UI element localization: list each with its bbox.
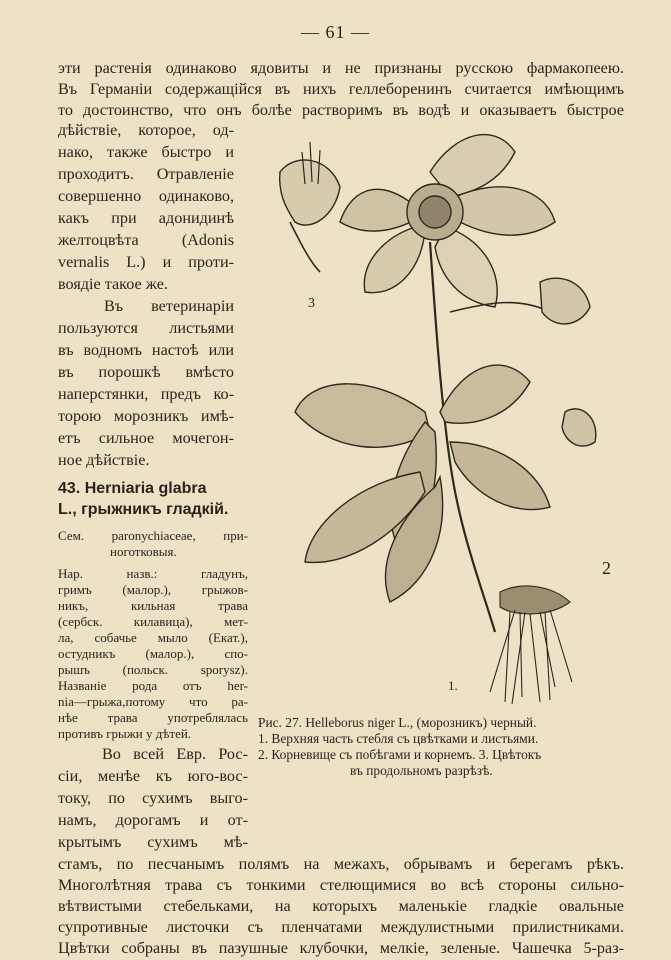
text-line: остудникъ (малор.), спо- [58,646,248,661]
text-line: Цвѣтки собраны въ пазушные клубочки, мелкіе, зеленые. Чашечка 5-раз- [58,939,624,957]
text-line: сіи, менѣе къ юго-вос- [58,767,248,785]
heading-line: 43. Herniaria glabra [58,480,207,497]
section-heading [58,478,248,520]
text-line: стамъ, по песчанымъ полямъ на межахъ, обрывамъ и берегамъ рѣкъ. [58,855,624,873]
figure-caption [258,715,628,779]
text-line: ла, собачье мыло (Екат.), [58,630,248,645]
text-line: (сербск. килавица), мет- [58,614,248,629]
text-line: проходитъ. Отравленіе [58,165,234,183]
text-line: Сем. paronychiaceae, при- [58,528,248,543]
page-number: — 61 — [301,22,370,42]
text-line: Нар. назв.: гладунъ, [58,566,248,581]
text-line: то достоинство, что онъ болѣе растворимъ въ водѣ и оказываетъ быстрое [58,101,624,119]
text-line: Названіе рода отъ her- [58,678,248,693]
text-line: супротивные листочки съ пленчатами междулистными прилистниками. [58,918,624,936]
text-line: пользуются листьями [58,319,234,337]
text-line: воядіе такое же. [58,275,168,293]
text-line: желтоцвѣта (Adonis [58,231,234,249]
text-line: Въ Германіи содержащійся въ нихъ геллеборенинъ считается имѣющимъ [58,80,624,98]
text-line: совершенно одинаково, [58,187,234,205]
text-line: vernalis L.) и проти- [58,253,234,271]
text-line: дѣйствіе, которое, од- [58,121,234,139]
text-line: току, по сухимъ выго- [58,789,248,807]
text-line: Во всей Евр. Рос- [102,745,248,763]
folk-names [58,566,248,742]
text-line: гримъ (малор.), грыжов- [58,582,248,597]
figure-label-2: 2 [602,558,611,578]
text-line: рышъ (польск. sporysz). [58,662,248,677]
caption-line: Рис. 27. Helleborus niger L., (морозникъ) черный. [258,715,537,730]
text-line: никъ, кильная трава [58,598,248,613]
text-line: намъ, дорогамъ и от- [58,811,248,829]
caption-line: въ продольномъ разрѣзѣ. [350,763,493,778]
hellebore-illustration [250,112,620,712]
text-line: какъ при адонидинѣ [58,209,234,227]
text-line: Многолѣтняя трава съ тонкими стелющимися во всѣ стороны сильно- [58,876,624,894]
text-line: Въ ветеринаріи [104,297,234,315]
family-text [58,528,248,560]
figure-label-3: 3 [308,296,315,311]
figure-label-1: 1. [448,678,458,693]
heading-line: L., грыжникъ гладкій. [58,501,229,518]
text-line: противъ грыжи у дѣтей. [58,726,192,741]
text-line: вѣтвистыми стебельками, на которыхъ маленькіе гладкіе овальные [58,897,624,915]
text-line: ное дѣйствіе. [58,451,150,469]
text-line: nia—грыжа,потому что ра- [58,694,248,709]
text-line: въ порошкѣ вмѣсто [58,363,234,381]
caption-line: 1. Верхняя часть стебля съ цвѣтками и листьями. [258,731,539,746]
caption-line: 2. Корневище съ побѣгами и корнемъ. 3. Цвѣтокъ [258,747,542,762]
flower-section [280,142,340,272]
text-line: эти растенія одинаково ядовиты и не признаны русскою фармакопеею. [58,59,624,77]
text-line: наперстянки, предъ ко- [58,385,234,403]
text-line: крытымъ сухимъ мѣ- [58,833,248,851]
text-line: нако, также быстро и [58,143,234,161]
text-line: въ водномъ настоѣ или [58,341,234,359]
text-line: торою морозникъ имѣ- [58,407,234,425]
text-line: етъ сильное мочегон- [58,429,234,447]
text-line: нѣе трава употреблялась [58,710,248,725]
flower-head [340,135,555,307]
text-line: ноготковыя. [110,544,177,559]
